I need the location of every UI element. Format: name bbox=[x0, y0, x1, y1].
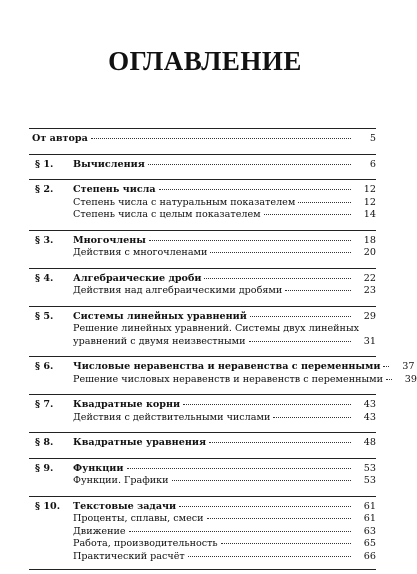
dot-leader bbox=[207, 518, 351, 519]
subentry-title: Степень числа с целым показателем bbox=[73, 209, 261, 220]
page-number: 66 bbox=[363, 550, 376, 562]
dot-leader bbox=[250, 316, 351, 317]
page-number: 31 bbox=[363, 335, 376, 347]
page-number: 12 bbox=[363, 184, 376, 195]
page-number: 6 bbox=[369, 158, 376, 170]
page-number: 12 bbox=[363, 196, 376, 208]
page-number: 43 bbox=[363, 399, 376, 410]
page-number: 37 bbox=[402, 361, 415, 372]
dot-leader bbox=[91, 138, 351, 139]
toc-entry[interactable] bbox=[29, 273, 376, 286]
dot-leader bbox=[221, 543, 351, 544]
dot-leader bbox=[285, 290, 351, 291]
subentry-title: Степень числа с натуральным показателем bbox=[73, 196, 296, 208]
toc-entry[interactable] bbox=[29, 361, 415, 374]
toc-entry[interactable] bbox=[29, 184, 376, 197]
toc-subentry[interactable] bbox=[29, 336, 376, 349]
section-number: § 10. bbox=[35, 500, 61, 512]
section-title: Алгебраические дроби bbox=[73, 272, 202, 284]
toc-subentry[interactable] bbox=[29, 285, 376, 298]
section-title: Квадратные корни bbox=[73, 399, 181, 410]
toc-subentry[interactable] bbox=[29, 475, 376, 488]
section-title: От автора bbox=[32, 133, 88, 144]
page-number: 18 bbox=[363, 234, 376, 246]
subentry-title: Действия с действительными числами bbox=[73, 411, 271, 423]
page-number: 23 bbox=[363, 285, 376, 296]
page-number: 53 bbox=[363, 462, 376, 474]
subentry-title: Действия над алгебраическими дробями bbox=[73, 285, 283, 296]
toc-section bbox=[29, 129, 376, 155]
toc-subentry[interactable] bbox=[29, 209, 376, 222]
toc-subentry[interactable] bbox=[29, 247, 376, 260]
page-number: 5 bbox=[369, 133, 376, 144]
page-number: 61 bbox=[363, 513, 376, 524]
section-number: § 2. bbox=[35, 184, 54, 195]
section-title: Функции bbox=[73, 462, 124, 474]
toc-entry[interactable] bbox=[29, 437, 376, 450]
page-number: 43 bbox=[363, 411, 376, 423]
dot-leader bbox=[172, 480, 351, 481]
section-title: Текстовые задачи bbox=[73, 500, 177, 512]
dot-leader bbox=[148, 164, 351, 165]
section-number: § 5. bbox=[35, 310, 54, 322]
subentry-title: уравнений с двумя неизвестными bbox=[73, 335, 246, 347]
dot-leader bbox=[127, 468, 351, 469]
dot-leader bbox=[298, 202, 351, 203]
dot-leader bbox=[386, 379, 392, 380]
page-number: 61 bbox=[363, 500, 376, 512]
toc-section bbox=[29, 155, 376, 181]
dot-leader bbox=[159, 189, 351, 190]
table-of-contents bbox=[29, 128, 417, 570]
dot-leader bbox=[129, 531, 351, 532]
section-title: Многочлены bbox=[73, 234, 146, 246]
dot-leader bbox=[179, 506, 351, 507]
section-number: § 6. bbox=[35, 361, 54, 372]
section-number: § 9. bbox=[35, 462, 54, 474]
dot-leader bbox=[188, 556, 351, 557]
toc-subentry[interactable] bbox=[29, 323, 376, 336]
toc-entry[interactable] bbox=[29, 311, 376, 324]
dot-leader bbox=[209, 442, 351, 443]
toc-section bbox=[29, 433, 376, 459]
dot-leader bbox=[183, 404, 351, 405]
toc-section bbox=[29, 231, 376, 269]
toc-entry[interactable] bbox=[29, 463, 376, 476]
toc-subentry[interactable] bbox=[29, 197, 376, 210]
page-number: 14 bbox=[363, 209, 376, 220]
subentry-title: Движение bbox=[73, 525, 126, 537]
section-number: § 8. bbox=[35, 437, 54, 448]
page-number: 65 bbox=[363, 538, 376, 549]
subentry-title: Функции. Графики bbox=[73, 475, 169, 486]
toc-entry[interactable] bbox=[29, 399, 376, 412]
toc-section bbox=[29, 459, 376, 497]
toc-subentry[interactable] bbox=[29, 538, 376, 551]
toc-section bbox=[29, 307, 376, 358]
dot-leader bbox=[249, 341, 352, 342]
toc-subentry[interactable] bbox=[29, 373, 417, 387]
dot-leader bbox=[383, 366, 389, 367]
subentry-title: Работа, производительность bbox=[73, 538, 218, 549]
page-title: ОГЛАВЛЕНИЕ bbox=[108, 46, 302, 76]
toc-subentry[interactable] bbox=[29, 551, 376, 564]
section-number: § 3. bbox=[35, 234, 54, 246]
toc-section bbox=[29, 180, 376, 231]
section-title: Степень числа bbox=[73, 184, 156, 195]
section-title: Числовые неравенства и неравенства с переменными bbox=[73, 361, 381, 372]
toc-entry[interactable] bbox=[29, 159, 376, 172]
toc-entry[interactable] bbox=[29, 501, 376, 514]
section-title: Системы линейных уравнений bbox=[73, 310, 247, 322]
subentry-title: Решение числовых неравенств и неравенств с переменными bbox=[73, 373, 383, 385]
toc-section bbox=[29, 269, 376, 307]
toc-subentry[interactable] bbox=[29, 526, 376, 539]
toc-section bbox=[29, 395, 376, 433]
toc-section bbox=[29, 497, 376, 566]
section-number: § 1. bbox=[35, 158, 54, 170]
page-number: 22 bbox=[363, 272, 376, 284]
toc-entry[interactable] bbox=[29, 235, 376, 248]
dot-leader bbox=[264, 214, 351, 215]
section-number: § 7. bbox=[35, 399, 54, 410]
page-number: 29 bbox=[363, 310, 376, 322]
page-number: 63 bbox=[363, 525, 376, 537]
dot-leader bbox=[149, 240, 351, 241]
page-number: 53 bbox=[363, 475, 376, 486]
toc-entry[interactable] bbox=[29, 133, 376, 146]
subentry-title: Действия с многочленами bbox=[73, 247, 208, 258]
dot-leader bbox=[204, 278, 351, 279]
subentry-title: Решение линейных уравнений. Системы двух линейных bbox=[73, 323, 359, 334]
subentry-title: Проценты, сплавы, смеси bbox=[73, 513, 204, 524]
dot-leader bbox=[210, 252, 351, 253]
page-number: 39 bbox=[404, 373, 417, 385]
toc-subentry[interactable] bbox=[29, 513, 376, 526]
page-number: 48 bbox=[363, 437, 376, 448]
section-title: Квадратные уравнения bbox=[73, 437, 207, 448]
section-title: Вычисления bbox=[73, 158, 145, 170]
page-number: 20 bbox=[363, 247, 376, 258]
dot-leader bbox=[273, 417, 351, 418]
subentry-title: Практический расчёт bbox=[73, 550, 185, 562]
section-number: § 4. bbox=[35, 272, 54, 284]
toc-subentry[interactable] bbox=[29, 412, 376, 425]
toc-section bbox=[29, 357, 417, 395]
